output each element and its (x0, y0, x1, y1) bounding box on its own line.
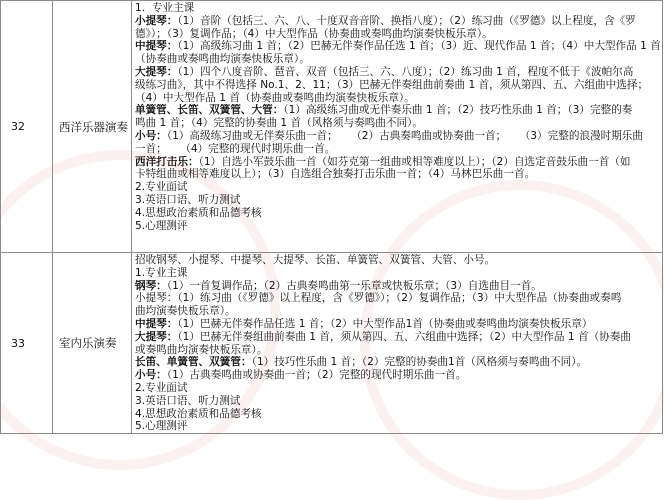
requirement-line (135, 267, 662, 280)
requirement-text: 4.思想政治素质和品德考核 (135, 206, 262, 219)
requirement-line (135, 194, 662, 207)
requirement-text: 5.心理测评 (135, 219, 188, 232)
requirement-text: （1）古典奏鸣曲或协奏曲一首；（2）完整的现代时期乐曲一首。 (166, 369, 467, 382)
requirement-line (135, 395, 662, 408)
requirement-line (135, 66, 662, 79)
requirement-text: （1）巴赫无伴奏作品任选 1 首；（2）中大型作品1首（协奏曲或奏鸣曲均演奏快板乐章） (177, 317, 593, 330)
requirement-text: （1）一首复调作品；（2）古典奏鸣曲第一乐章或快板乐章；（3）自选曲目一首。 (166, 279, 542, 292)
instrument-label: 中提琴： (135, 40, 178, 53)
requirement-text: （4）中大型作品 1 首（协奏曲或奏鸣曲均演奏快板乐章）。 (135, 91, 415, 104)
requirement-line (135, 408, 662, 421)
row-number: 32 (1, 1, 53, 253)
requirement-text: 或奏鸣曲均演奏快板乐章）。 (135, 343, 268, 356)
requirement-line (135, 280, 662, 293)
requirement-text: 2.专业面试 (135, 381, 188, 394)
instrument-label: 大提琴： (135, 65, 178, 78)
requirement-line (135, 369, 662, 382)
requirements-cell (132, 1, 663, 253)
requirement-line (135, 181, 662, 194)
requirement-line (135, 292, 662, 305)
requirement-text: 小提琴：（1）练习曲（《罗德》以上程度，含《罗德》）；（2）复调作品；（3）中大型作品（协奏曲或奏鸣 (135, 292, 622, 305)
requirement-text: 级练习曲》，其中不得选择 No.1、2、11；（3）巴赫无伴奏组曲前奏曲 1 首，须从第四、五、六组曲中选择； (135, 78, 649, 91)
requirement-line (135, 143, 662, 156)
requirement-line (135, 79, 662, 92)
requirement-text: （1）高级练习曲或无伴奏乐曲 1 首；（2）技巧性乐曲 1 首；（3）完整的奏 (283, 104, 633, 117)
requirement-line (135, 356, 662, 369)
requirement-line (135, 305, 662, 318)
instrument-label: 长笛、单簧管、双簧管： (135, 356, 252, 369)
instrument-label: 小号： (135, 369, 167, 382)
requirement-line (135, 28, 662, 41)
requirement-text: 1.专业主课 (135, 266, 188, 279)
requirement-text: 鸣曲 1 首；（4）完整的协奏曲 1 首（风格须与奏鸣曲不同）。 (135, 117, 423, 130)
requirement-text: （1）技巧性乐曲 1 首；（2）完整的协奏曲1首（风格须与奏鸣曲不同）。 (251, 356, 588, 369)
requirement-text: 3.英语口语、听力测试 (135, 193, 241, 206)
table-row (1, 1, 663, 253)
requirement-line (135, 344, 662, 357)
requirement-line (135, 53, 662, 66)
requirement-line (135, 40, 662, 53)
requirement-text: 德》）；（3）复调作品；（4）中大型作品（协奏曲或奏鸣曲均演奏快板乐章）。 (135, 27, 493, 40)
requirement-text: （1）高级练习曲或无伴奏乐曲一首； （2）古典奏鸣曲或协奏曲一首； （3）完整的浪漫时期乐曲 (166, 129, 643, 142)
requirement-text: （协奏曲或奏鸣曲均演奏快板乐章）。 (135, 53, 310, 66)
instrument-label: 小号： (135, 129, 167, 142)
requirement-line (135, 156, 662, 169)
major-name: 西洋乐器演奏 (53, 1, 132, 253)
requirement-text: 5.心理测评 (135, 420, 188, 433)
row-number: 33 (1, 253, 53, 434)
instrument-label: 大提琴： (135, 330, 178, 343)
requirement-text: （1）自选小军鼓乐曲一首（如芬克第一组曲或相等难度以上）；（2）自选定音鼓乐曲一首（如 (198, 155, 631, 168)
instrument-label: 小提琴： (135, 14, 178, 27)
requirement-line (135, 420, 662, 433)
requirement-text: 卡特组曲或相等难度以上）；（3）自选组合独奏打击乐曲一首；（4）马林巴乐曲一首。 (135, 168, 536, 181)
requirement-line (135, 382, 662, 395)
requirement-text: （1）巴赫无伴奏组曲前奏曲 1 首，须从第四、五、六组曲中选择；（2）中大型作品 1 首（协奏曲 (177, 330, 631, 343)
requirement-line (135, 117, 662, 130)
major-name: 室内乐演奏 (53, 253, 132, 434)
instrument-label: 钢琴： (135, 279, 167, 292)
requirement-line (135, 104, 662, 117)
requirement-line (135, 168, 662, 181)
requirement-line (135, 92, 662, 105)
requirement-text: （1）四个八度音阶、琶音、双音（包括三、六、八度）；（2）练习曲 1 首，程度不低于《波帕尔高 (177, 65, 634, 78)
requirement-line (135, 254, 662, 267)
table-row (1, 253, 663, 434)
requirement-line (135, 207, 662, 220)
requirement-text: 2.专业面试 (135, 181, 188, 194)
requirement-text: 4.思想政治素质和品德考核 (135, 407, 262, 420)
requirement-line (135, 331, 662, 344)
requirement-text: 3.英语口语、听力测试 (135, 394, 241, 407)
instrument-label: 单簧管、长笛、双簧管、大管： (135, 104, 284, 117)
requirement-line (135, 2, 662, 15)
instrument-label: 西洋打击乐： (135, 155, 199, 168)
requirement-text: 招收钢琴、小提琴、中提琴、大提琴、长笛、单簧管、双簧管、大管、小号。 (135, 254, 496, 266)
requirements-cell (132, 253, 663, 434)
requirement-text: （1）高级练习曲 1 首；（2）巴赫无伴奏作品任选 1 首；（3）近、现代作品 1 首；（4）中大型作品 1 首 (177, 40, 661, 53)
requirement-text: 曲均演奏快板乐章）。 (135, 305, 236, 318)
instrument-label: 中提琴： (135, 317, 178, 330)
requirement-line (135, 220, 662, 233)
requirement-text: 1. 专业主课 (135, 2, 195, 14)
requirement-text: （1）音阶（包括三、六、八、十度双音音阶、换指八度）；（2）练习曲（《罗德》以上程度，含《罗 (177, 14, 636, 27)
requirement-line (135, 318, 662, 331)
requirement-line (135, 130, 662, 143)
requirement-line (135, 15, 662, 28)
requirement-text: 一首； （4）完整的现代时期乐曲一首。 (135, 142, 336, 155)
